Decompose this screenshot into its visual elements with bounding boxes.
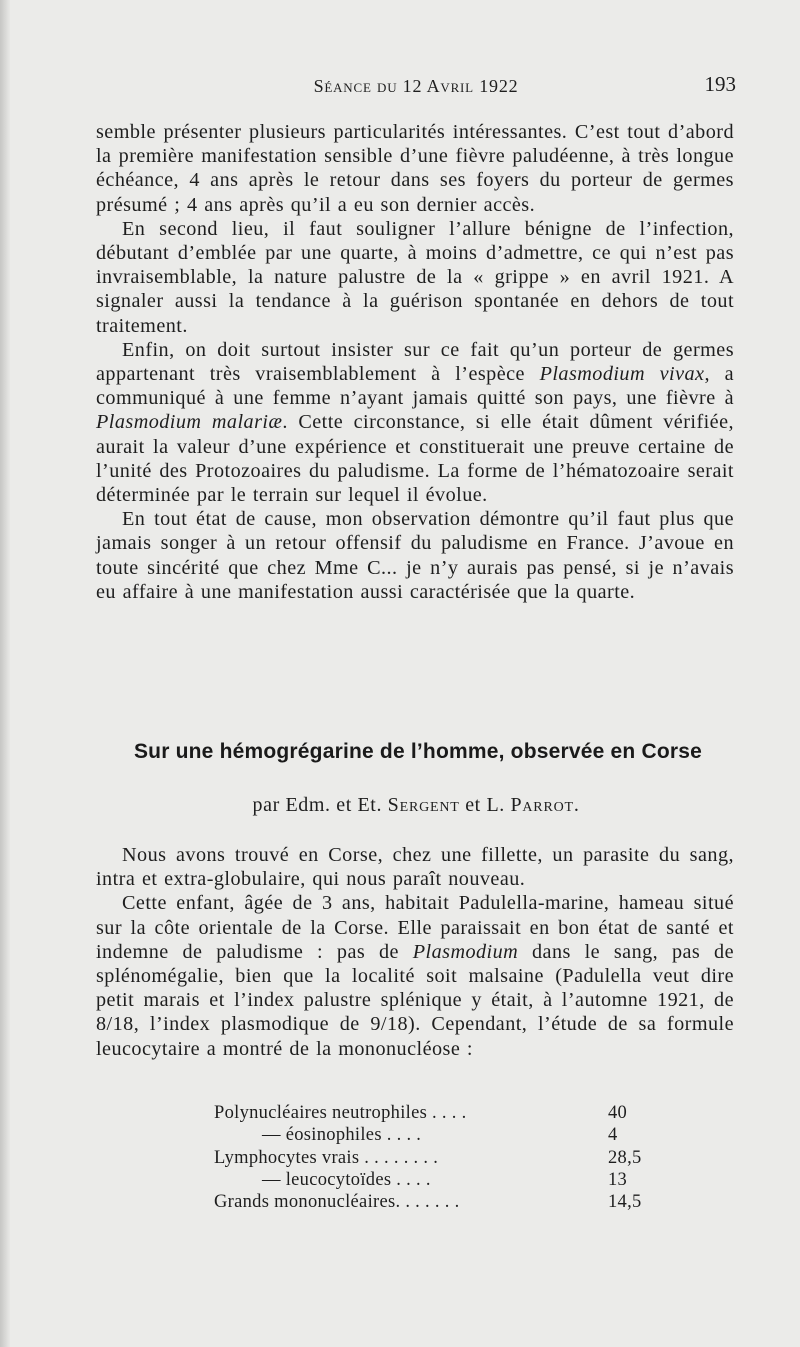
text-run: En second lieu, il faut souligner l’allure bénigne de l’infection, débutant d’emblée par une quarte, à moins d’admettre, ce qui n’est pas invraisemblable, la nature palustre de la « grippe » en avril 1921. A signaler aussi la tendance à la guérison spontanée en dehors de tout traitement. (96, 217, 734, 337)
cell-type-label: — éosinophiles . . . . (262, 1125, 422, 1146)
leucocyte-formula-table (214, 1102, 654, 1213)
text-run: Enfin, on doit surtout insister sur ce fait qu’un porteur de germes appartenant très vraisemblablement à l’espèce (96, 338, 734, 386)
text-run: semble présenter plusieurs particularités intéressantes. C’est tout d’abord la première manifestation sensible d’une fièvre paludéenne, à très longue échéance, 4 ans après le retour dans ses foyers du porteur de germes présumé ; 4 ans après qu’il a eu son dernier accès. (96, 121, 734, 216)
author-parrot: Parrot (510, 794, 574, 816)
paragraph (96, 120, 734, 217)
article-text-block (96, 843, 734, 1061)
intro-text-block (96, 120, 734, 604)
running-head: Séance du 12 Avril 1922 (313, 76, 519, 96)
table-row (214, 1102, 654, 1124)
cell-type-label: — leucocytoïdes . . . . (262, 1169, 431, 1190)
text-run: dans le sang, pas de splénomégalie, bien que la localité soit malsaine (Padulella veut dire petit marais et l’index palustre splénique y était, à l’automne 1921, de 8/18, l’index plasmodique de 9/18). Cependant, l’étude de sa formule leucocytaire a montré de la mononucléose : (96, 940, 734, 1060)
cell-type-label: Lymphocytes vrais . . . . . . . . (214, 1147, 439, 1168)
text-run: Nous avons trouvé en Corse, chez une fillette, un parasite du sang, intra et extra-globulaire, qui nous paraît nouveau. (96, 844, 734, 891)
byline-suffix: . (573, 794, 580, 816)
page-edge-shadow (0, 0, 10, 1347)
page-header (96, 72, 736, 102)
text-run: En tout état de cause, mon observation démontre qu’il faut plus que jamais songer à un retour offensif du paludisme en France. J’avoue en toute sincérité que chez Mme C... je n’y aurais pas pensé, si je n’avais eu affaire à une manifestation aussi caractérisée que la quarte. (96, 508, 734, 603)
cell-type-label: Grands mononucléaires. . . . . . . (214, 1192, 460, 1213)
italic-term: Plasmodium malariæ (96, 411, 283, 434)
italic-term: Plasmodium vivax (539, 363, 705, 386)
text-run: Cette enfant, âgée de 3 ans, habitait Padulella-marine, hameau situé sur la côte orientale de la Corse. Elle paraissait en bon état de santé et indemne de paludisme : pas de (96, 892, 734, 963)
paragraph (96, 217, 734, 338)
article-title: Sur une hémogrégarine de l’homme, observée en Corse (133, 740, 703, 763)
byline-prefix: par Edm. et Et. (252, 794, 388, 816)
cell-percentage-value: 40 (608, 1103, 628, 1123)
paragraph (96, 891, 734, 1060)
table-row (214, 1191, 654, 1213)
table-row (214, 1124, 654, 1146)
table-row (214, 1169, 654, 1191)
table-row (214, 1147, 654, 1169)
cell-percentage-value: 4 (608, 1125, 618, 1146)
cell-percentage-value: 13 (608, 1169, 628, 1190)
article-byline (96, 794, 736, 817)
paragraph (96, 507, 734, 604)
byline-middle: et L. (459, 794, 511, 816)
text-run: , a communiqué à une femme n’ayant jamais quitté son pays, une fièvre à (96, 363, 735, 410)
paragraph (96, 843, 734, 891)
text-run: . Cette circonstance, si elle était dûment vérifiée, aurait la valeur d’une expérience et constituerait une preuve certaine de l’unité des Protozoaires du paludisme. La forme de l’hématozoaire serait déterminée par le terrain sur lequel il évolue. (96, 411, 734, 507)
cell-percentage-value: 14,5 (608, 1192, 642, 1213)
author-sergent: Sergent (387, 794, 460, 816)
italic-term: Plasmodium (412, 940, 519, 963)
cell-percentage-value: 28,5 (608, 1147, 642, 1168)
cell-type-label: Polynucléaires neutrophiles . . . . (214, 1103, 467, 1123)
page-number: 193 (704, 72, 736, 96)
paragraph (96, 338, 734, 507)
